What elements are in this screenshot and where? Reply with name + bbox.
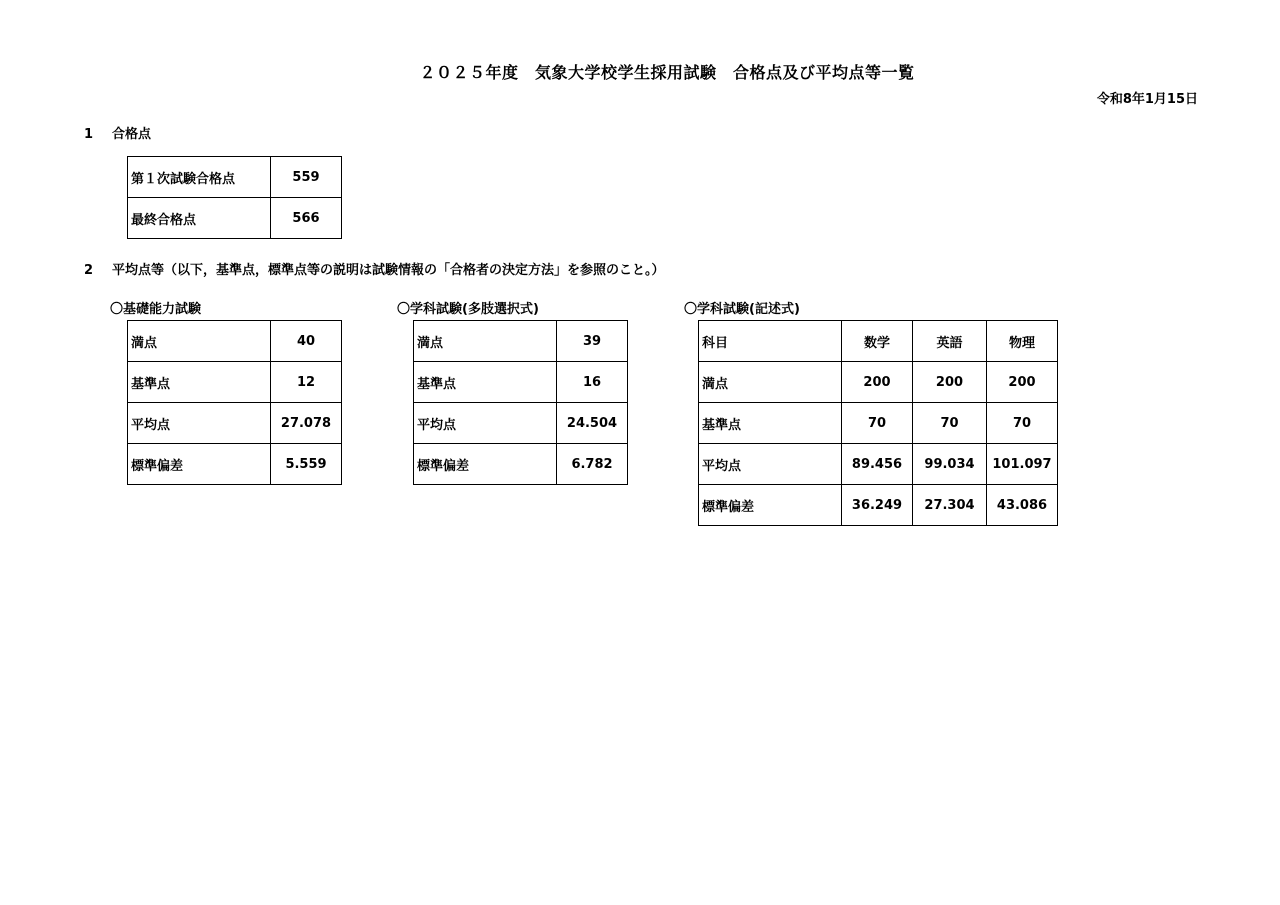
basic-ability-table: [127, 320, 342, 485]
section-2-title: 平均点等（以下，基準点，標準点等の説明は試験情報の「合格者の決定方法」を参照のこと。）: [112, 263, 665, 278]
row-value: 200: [913, 362, 987, 403]
row-value: 36.249: [842, 485, 913, 526]
multiple-choice-heading: 〇学科試験(多肢選択式): [397, 302, 539, 317]
row-value: 27.304: [913, 485, 987, 526]
row-value: 43.086: [987, 485, 1058, 526]
row-value: 89.456: [842, 444, 913, 485]
subject-header-label: 科目: [699, 321, 842, 362]
row-label: 標準偏差: [414, 444, 557, 485]
section-2-heading: [84, 259, 665, 278]
multiple-choice-table: [413, 320, 628, 485]
row-label: 平均点: [128, 403, 271, 444]
row-value: 16: [557, 362, 628, 403]
table-row: [128, 157, 342, 198]
issue-date: 令和8年1月15日: [1096, 92, 1198, 107]
row-value: 70: [987, 403, 1058, 444]
row-label: 基準点: [699, 403, 842, 444]
table-row: [414, 362, 628, 403]
subject-english: 英語: [913, 321, 987, 362]
table-row: [414, 321, 628, 362]
section-1-title: 合格点: [112, 127, 152, 142]
row-value: 99.034: [913, 444, 987, 485]
row-value: 6.782: [557, 444, 628, 485]
table-row: [128, 403, 342, 444]
row-label: 平均点: [414, 403, 557, 444]
row-label: 満点: [414, 321, 557, 362]
table-row: [699, 403, 1058, 444]
passing-score-table: [127, 156, 342, 239]
table-header-row: [699, 321, 1058, 362]
row-value: 24.504: [557, 403, 628, 444]
row-value: 70: [842, 403, 913, 444]
final-pass-label: 最終合格点: [128, 198, 271, 239]
row-value: 39: [557, 321, 628, 362]
table-row: [128, 198, 342, 239]
row-value: 200: [987, 362, 1058, 403]
final-pass-value: 566: [271, 198, 342, 239]
row-value: 12: [271, 362, 342, 403]
row-label: 基準点: [128, 362, 271, 403]
table-row: [699, 444, 1058, 485]
table-row: [128, 321, 342, 362]
row-label: 満点: [128, 321, 271, 362]
table-row: [414, 444, 628, 485]
section-1-heading: [84, 123, 151, 142]
page-title: ２０２５年度 気象大学校学生採用試験 合格点及び平均点等一覧: [419, 63, 915, 82]
row-label: 基準点: [414, 362, 557, 403]
section-1-number: 1: [84, 127, 94, 142]
section-2-number: 2: [84, 263, 94, 278]
written-test-heading: 〇学科試験(記述式): [684, 302, 800, 317]
basic-ability-heading: 〇基礎能力試験: [110, 302, 202, 317]
row-value: 40: [271, 321, 342, 362]
row-value: 5.559: [271, 444, 342, 485]
subject-math: 数学: [842, 321, 913, 362]
subject-physics: 物理: [987, 321, 1058, 362]
written-test-table: [698, 320, 1058, 526]
table-row: [128, 444, 342, 485]
first-stage-pass-value: 559: [271, 157, 342, 198]
table-row: [699, 485, 1058, 526]
row-label: 満点: [699, 362, 842, 403]
table-row: [414, 403, 628, 444]
row-label: 標準偏差: [128, 444, 271, 485]
row-label: 標準偏差: [699, 485, 842, 526]
row-value: 101.097: [987, 444, 1058, 485]
row-value: 27.078: [271, 403, 342, 444]
first-stage-pass-label: 第１次試験合格点: [128, 157, 271, 198]
row-label: 平均点: [699, 444, 842, 485]
row-value: 70: [913, 403, 987, 444]
table-row: [128, 362, 342, 403]
row-value: 200: [842, 362, 913, 403]
table-row: [699, 362, 1058, 403]
